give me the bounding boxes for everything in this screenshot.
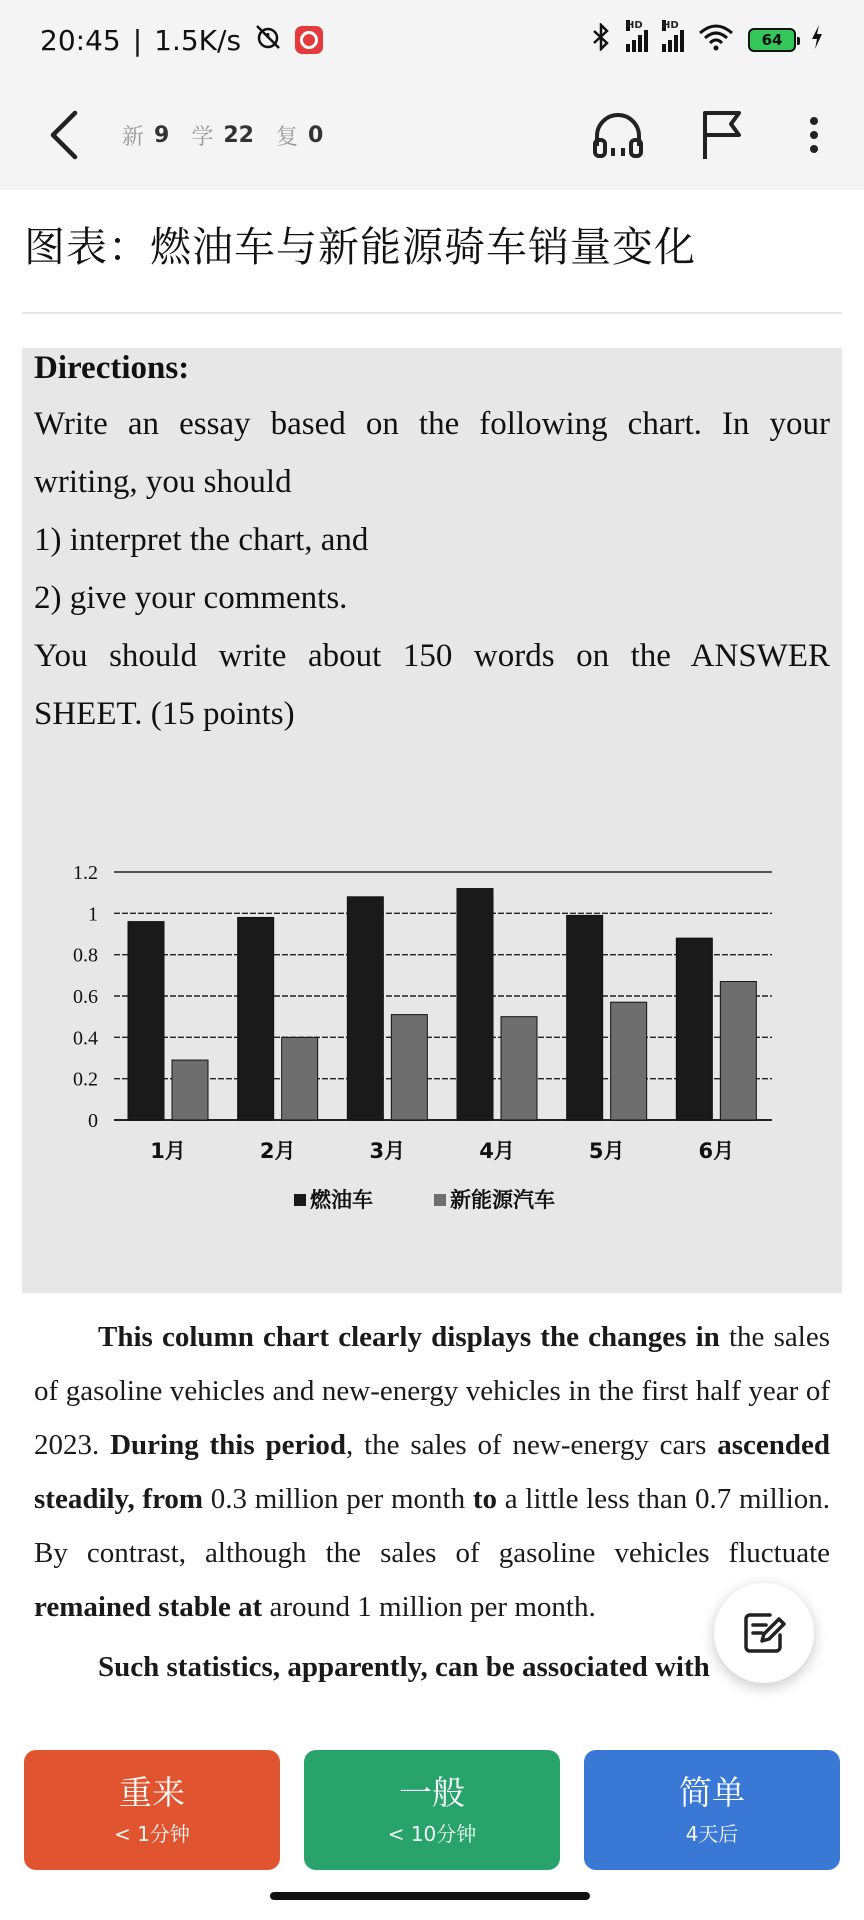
bar-new-energy — [391, 1015, 427, 1120]
study-counts — [122, 80, 335, 190]
status-bar — [0, 0, 864, 80]
bar-gasoline — [347, 897, 383, 1120]
essay-bold: to — [472, 1483, 497, 1515]
more-vertical-icon — [808, 115, 820, 155]
x-tick-label: 4月 — [479, 1139, 515, 1163]
bar-new-energy — [611, 1002, 647, 1120]
again-interval: < 1分钟 — [114, 1822, 190, 1846]
y-tick-label: 0.2 — [73, 1068, 98, 1091]
learn-label: 学 — [191, 124, 214, 150]
y-tick-label: 0.6 — [73, 986, 98, 1008]
essay-bold: remained stable at — [34, 1591, 263, 1623]
chevron-left-icon — [47, 109, 81, 161]
bar-gasoline — [128, 922, 164, 1120]
directions-line: writing, you should — [34, 464, 292, 500]
y-tick-label: 0 — [88, 1110, 98, 1132]
sales-bar-chart — [22, 858, 842, 1293]
bluetooth-icon — [590, 23, 612, 58]
y-tick-label: 1.2 — [73, 862, 98, 884]
essay-bold: This column chart clearly displays the changes in — [98, 1321, 720, 1353]
easy-label: 简单 — [679, 1773, 745, 1812]
bar-new-energy — [501, 1017, 537, 1120]
alarm-off-icon — [253, 22, 283, 59]
status-time: 20:45 — [40, 23, 121, 57]
y-tick-label: 1 — [88, 903, 98, 926]
bar-gasoline — [676, 938, 712, 1120]
status-left — [40, 22, 323, 59]
legend-label: 新能源汽车 — [450, 1188, 555, 1212]
essay-bold: Such statistics, apparently, can be associated with — [98, 1651, 710, 1683]
new-count: 9 — [154, 122, 170, 148]
bar-gasoline — [238, 917, 274, 1120]
good-interval: < 10分钟 — [387, 1822, 477, 1846]
essay-text-run: , the sales of new-energy cars — [346, 1429, 718, 1461]
directions-title: Directions: — [34, 350, 190, 386]
again-button[interactable] — [24, 1750, 280, 1870]
bar-gasoline — [457, 889, 493, 1120]
legend-swatch — [434, 1194, 446, 1206]
more-menu-button[interactable] — [784, 105, 844, 165]
flag-icon — [699, 109, 745, 161]
edit-note-button[interactable] — [714, 1583, 814, 1683]
battery-indicator: 64 — [748, 28, 796, 52]
essay-text — [34, 1310, 830, 1694]
x-tick-label: 3月 — [369, 1139, 406, 1163]
legend-swatch — [294, 1194, 306, 1206]
x-tick-label: 5月 — [588, 1139, 625, 1163]
x-tick-label: 1月 — [150, 1139, 186, 1163]
directions-line: 2) give your comments. — [34, 580, 348, 616]
status-net-speed: 1.5K/s — [154, 23, 242, 57]
essay-text-run: around 1 million per month. — [262, 1591, 596, 1623]
directions-line: You should write about 150 words on the ANSWER — [34, 638, 830, 674]
good-button[interactable] — [304, 1750, 560, 1870]
bar-new-energy — [282, 1037, 318, 1120]
netease-music-icon — [295, 26, 323, 54]
easy-interval: 4天后 — [685, 1822, 739, 1846]
new-label: 新 — [122, 124, 145, 150]
answer-buttons-bar — [0, 1728, 864, 1920]
signal-icon-2: HD — [662, 28, 684, 52]
essay-text-run: 0.3 million per month — [203, 1483, 473, 1515]
learn-count: 22 — [223, 122, 254, 148]
audio-button[interactable] — [588, 105, 648, 165]
top-nav — [0, 80, 864, 190]
essay-bold: ascended steadily, from — [34, 1429, 830, 1515]
essay-paragraph-2 — [34, 1640, 830, 1694]
status-right — [590, 20, 824, 58]
charging-icon — [810, 24, 824, 57]
flag-button[interactable] — [692, 105, 752, 165]
essay-text-run: a little less than 0.7 million. By contrast, although the sales of gasoline vehicles fluctuate — [34, 1483, 831, 1569]
edit-note-icon — [740, 1609, 788, 1657]
question-scan — [22, 348, 842, 1293]
review-label: 复 — [275, 124, 298, 150]
x-tick-label: 6月 — [698, 1139, 735, 1163]
status-separator: | — [132, 23, 143, 57]
y-tick-label: 0.8 — [73, 944, 98, 967]
headphones-icon — [591, 110, 645, 160]
wifi-icon — [698, 23, 734, 58]
card-title: 图表：燃油车与新能源骑车销量变化 — [24, 223, 696, 271]
legend-label: 燃油车 — [310, 1188, 373, 1212]
y-tick-label: 0.4 — [73, 1027, 98, 1050]
essay-paragraph-1 — [34, 1310, 830, 1634]
easy-button[interactable] — [584, 1750, 840, 1870]
bar-new-energy — [172, 1060, 208, 1120]
review-count: 0 — [307, 122, 324, 148]
bar-gasoline — [567, 915, 603, 1120]
essay-bold: During this period — [110, 1429, 347, 1461]
good-label: 一般 — [399, 1773, 465, 1812]
title-divider — [22, 312, 842, 314]
bar-new-energy — [720, 982, 756, 1120]
signal-icon-1: HD — [626, 28, 648, 52]
back-button[interactable] — [36, 102, 92, 168]
directions-line: Write an essay based on the following chart. In your — [34, 406, 830, 442]
essay-text-run: the sales of gasoline vehicles and new-energy vehicles in the first half year of 2023. — [34, 1321, 830, 1461]
directions-line: SHEET. (15 points) — [34, 696, 295, 732]
again-label: 重来 — [119, 1773, 185, 1812]
directions-line: 1) interpret the chart, and — [34, 522, 369, 558]
home-indicator — [270, 1892, 590, 1900]
x-tick-label: 2月 — [259, 1139, 296, 1163]
